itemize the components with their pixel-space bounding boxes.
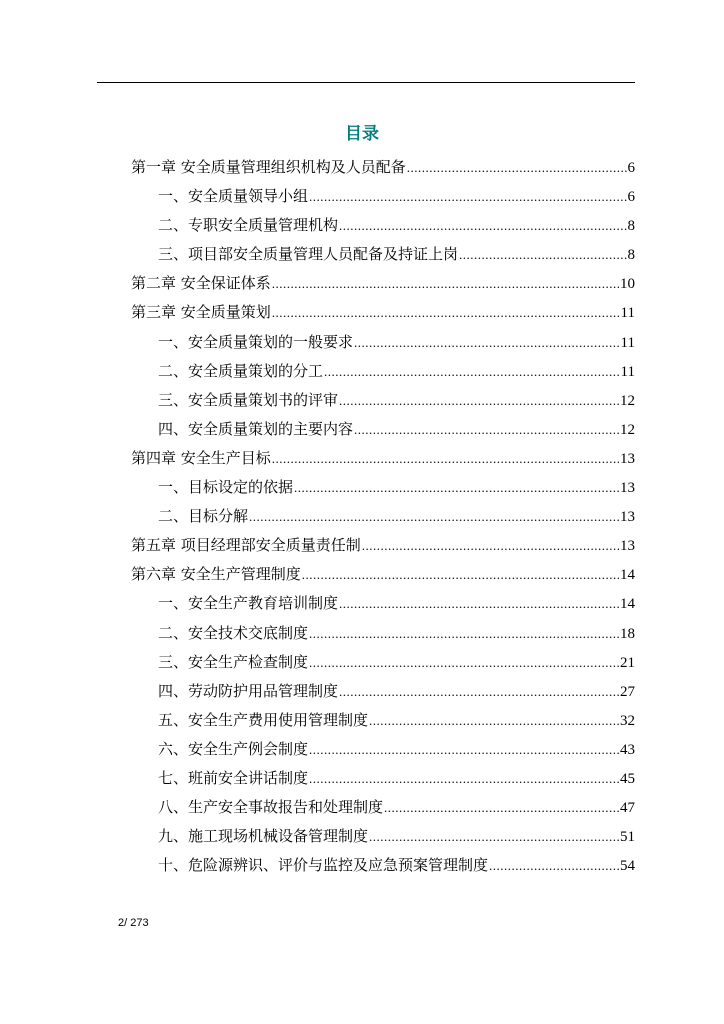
toc-dot-leader (309, 764, 619, 793)
toc-chapter-entry[interactable] (131, 444, 635, 473)
toc-page-number: 45 (620, 770, 635, 787)
toc-section-entry[interactable] (131, 357, 635, 386)
toc-page-number: 12 (620, 392, 635, 409)
toc-dot-leader (407, 153, 627, 182)
toc-page-number: 18 (620, 625, 635, 642)
toc-entry-title: 四、劳动防护用品管理制度 (158, 681, 339, 700)
toc-dot-leader (309, 619, 619, 648)
toc-section-entry[interactable] (131, 502, 635, 531)
toc-entry-title: 第一章 安全质量管理组织机构及人员配备 (131, 158, 406, 176)
toc-dot-leader (294, 473, 619, 502)
toc-dot-leader (309, 735, 619, 764)
toc-page-number: 13 (620, 538, 635, 555)
toc-chapter-entry[interactable] (131, 269, 635, 298)
toc-dot-leader (324, 357, 620, 386)
table-of-contents (131, 153, 635, 880)
toc-entry-title: 第五章 项目经理部安全质量责任制 (131, 536, 361, 555)
toc-page-number: 54 (620, 858, 635, 875)
toc-entry-title: 第三章 安全质量策划 (131, 303, 271, 322)
toc-entry-title: 一、目标设定的依据 (158, 478, 294, 497)
toc-section-entry[interactable] (131, 822, 635, 851)
toc-entry-title: 第四章 安全生产目标 (131, 448, 271, 467)
toc-entry-title: 一、安全质量领导小组 (158, 187, 309, 206)
toc-entry-title: 四、安全质量策划的主要内容 (158, 419, 354, 438)
toc-chapter-entry[interactable] (131, 298, 635, 327)
toc-entry-title: 二、专职安全质量管理机构 (158, 216, 339, 235)
toc-entry-title: 第六章 安全生产管理制度 (131, 565, 301, 584)
toc-dot-leader (384, 793, 619, 822)
toc-section-entry[interactable] (131, 589, 635, 618)
toc-entry-title: 十、危险源辨识、评价与监控及应急预案管理制度 (158, 856, 489, 875)
toc-dot-leader (339, 386, 619, 415)
toc-dot-leader (272, 444, 619, 473)
toc-page-number: 14 (620, 596, 635, 613)
toc-section-entry[interactable] (131, 764, 635, 793)
toc-page-number: 13 (620, 509, 635, 526)
toc-entry-title: 九、施工现场机械设备管理制度 (158, 827, 369, 846)
toc-entry-title: 一、安全生产教育培训制度 (158, 594, 339, 613)
toc-section-entry[interactable] (131, 473, 635, 502)
toc-section-entry[interactable] (131, 240, 635, 269)
toc-dot-leader (309, 648, 619, 677)
toc-section-entry[interactable] (131, 211, 635, 240)
toc-entry-title: 六、安全生产例会制度 (158, 739, 309, 758)
toc-section-entry[interactable] (131, 415, 635, 444)
toc-entry-title: 七、班前安全讲话制度 (158, 768, 309, 787)
toc-page-number: 51 (620, 829, 635, 846)
toc-page-number: 11 (620, 334, 635, 351)
toc-entry-title: 三、安全生产检查制度 (158, 652, 309, 671)
toc-chapter-entry[interactable] (131, 560, 635, 589)
toc-entry-title: 二、安全技术交底制度 (158, 623, 309, 642)
toc-dot-leader (309, 182, 626, 211)
toc-section-entry[interactable] (131, 619, 635, 648)
toc-section-entry[interactable] (131, 182, 635, 211)
toc-dot-leader (302, 560, 619, 589)
toc-dot-leader (272, 298, 620, 327)
toc-dot-leader (339, 589, 619, 618)
toc-dot-leader (459, 240, 626, 269)
toc-page-number: 21 (620, 654, 635, 671)
toc-chapter-entry[interactable] (131, 531, 635, 560)
toc-entry-title: 第二章 安全保证体系 (131, 274, 271, 293)
toc-page-number: 13 (620, 480, 635, 497)
toc-entry-title: 五、安全生产费用使用管理制度 (158, 710, 369, 729)
page-number-footer: 2/ 273 (118, 917, 149, 929)
toc-page-number: 6 (627, 189, 635, 206)
toc-section-entry[interactable] (131, 328, 635, 357)
toc-dot-leader (354, 415, 619, 444)
toc-entry-title: 三、项目部安全质量管理人员配备及持证上岗 (158, 245, 459, 264)
toc-dot-leader (339, 211, 626, 240)
toc-chapter-entry[interactable] (131, 153, 635, 182)
toc-page-number: 10 (620, 276, 635, 293)
toc-page-number: 11 (620, 305, 635, 322)
toc-page-number: 11 (620, 363, 635, 380)
toc-page-number: 12 (620, 421, 635, 438)
toc-entry-title: 二、目标分解 (158, 507, 249, 526)
toc-section-entry[interactable] (131, 648, 635, 677)
toc-page-number: 6 (627, 160, 635, 176)
toc-page-number: 14 (620, 567, 635, 584)
toc-section-entry[interactable] (131, 386, 635, 415)
toc-section-entry[interactable] (131, 735, 635, 764)
toc-page-number: 8 (627, 218, 635, 235)
toc-page-number: 32 (620, 712, 635, 729)
toc-page-number: 43 (620, 741, 635, 758)
toc-page-number: 47 (620, 800, 635, 817)
toc-page-number: 8 (627, 247, 635, 264)
toc-entry-title: 二、安全质量策划的分工 (158, 361, 324, 380)
header-rule (97, 82, 635, 83)
toc-section-entry[interactable] (131, 793, 635, 822)
toc-dot-leader (272, 269, 619, 298)
toc-entry-title: 三、安全质量策划书的评审 (158, 390, 339, 409)
toc-page-number: 27 (620, 683, 635, 700)
toc-dot-leader (249, 502, 619, 531)
toc-dot-leader (362, 531, 619, 560)
toc-title: 目录 (345, 124, 379, 144)
toc-dot-leader (489, 851, 619, 880)
toc-dot-leader (339, 677, 619, 706)
toc-entry-title: 一、安全质量策划的一般要求 (158, 332, 354, 351)
toc-page-number: 13 (620, 450, 635, 467)
toc-section-entry[interactable] (131, 851, 635, 880)
toc-dot-leader (369, 822, 619, 851)
toc-dot-leader (354, 328, 620, 357)
toc-section-entry[interactable] (131, 677, 635, 706)
toc-section-entry[interactable] (131, 706, 635, 735)
toc-entry-title: 八、生产安全事故报告和处理制度 (158, 798, 384, 817)
toc-dot-leader (369, 706, 619, 735)
